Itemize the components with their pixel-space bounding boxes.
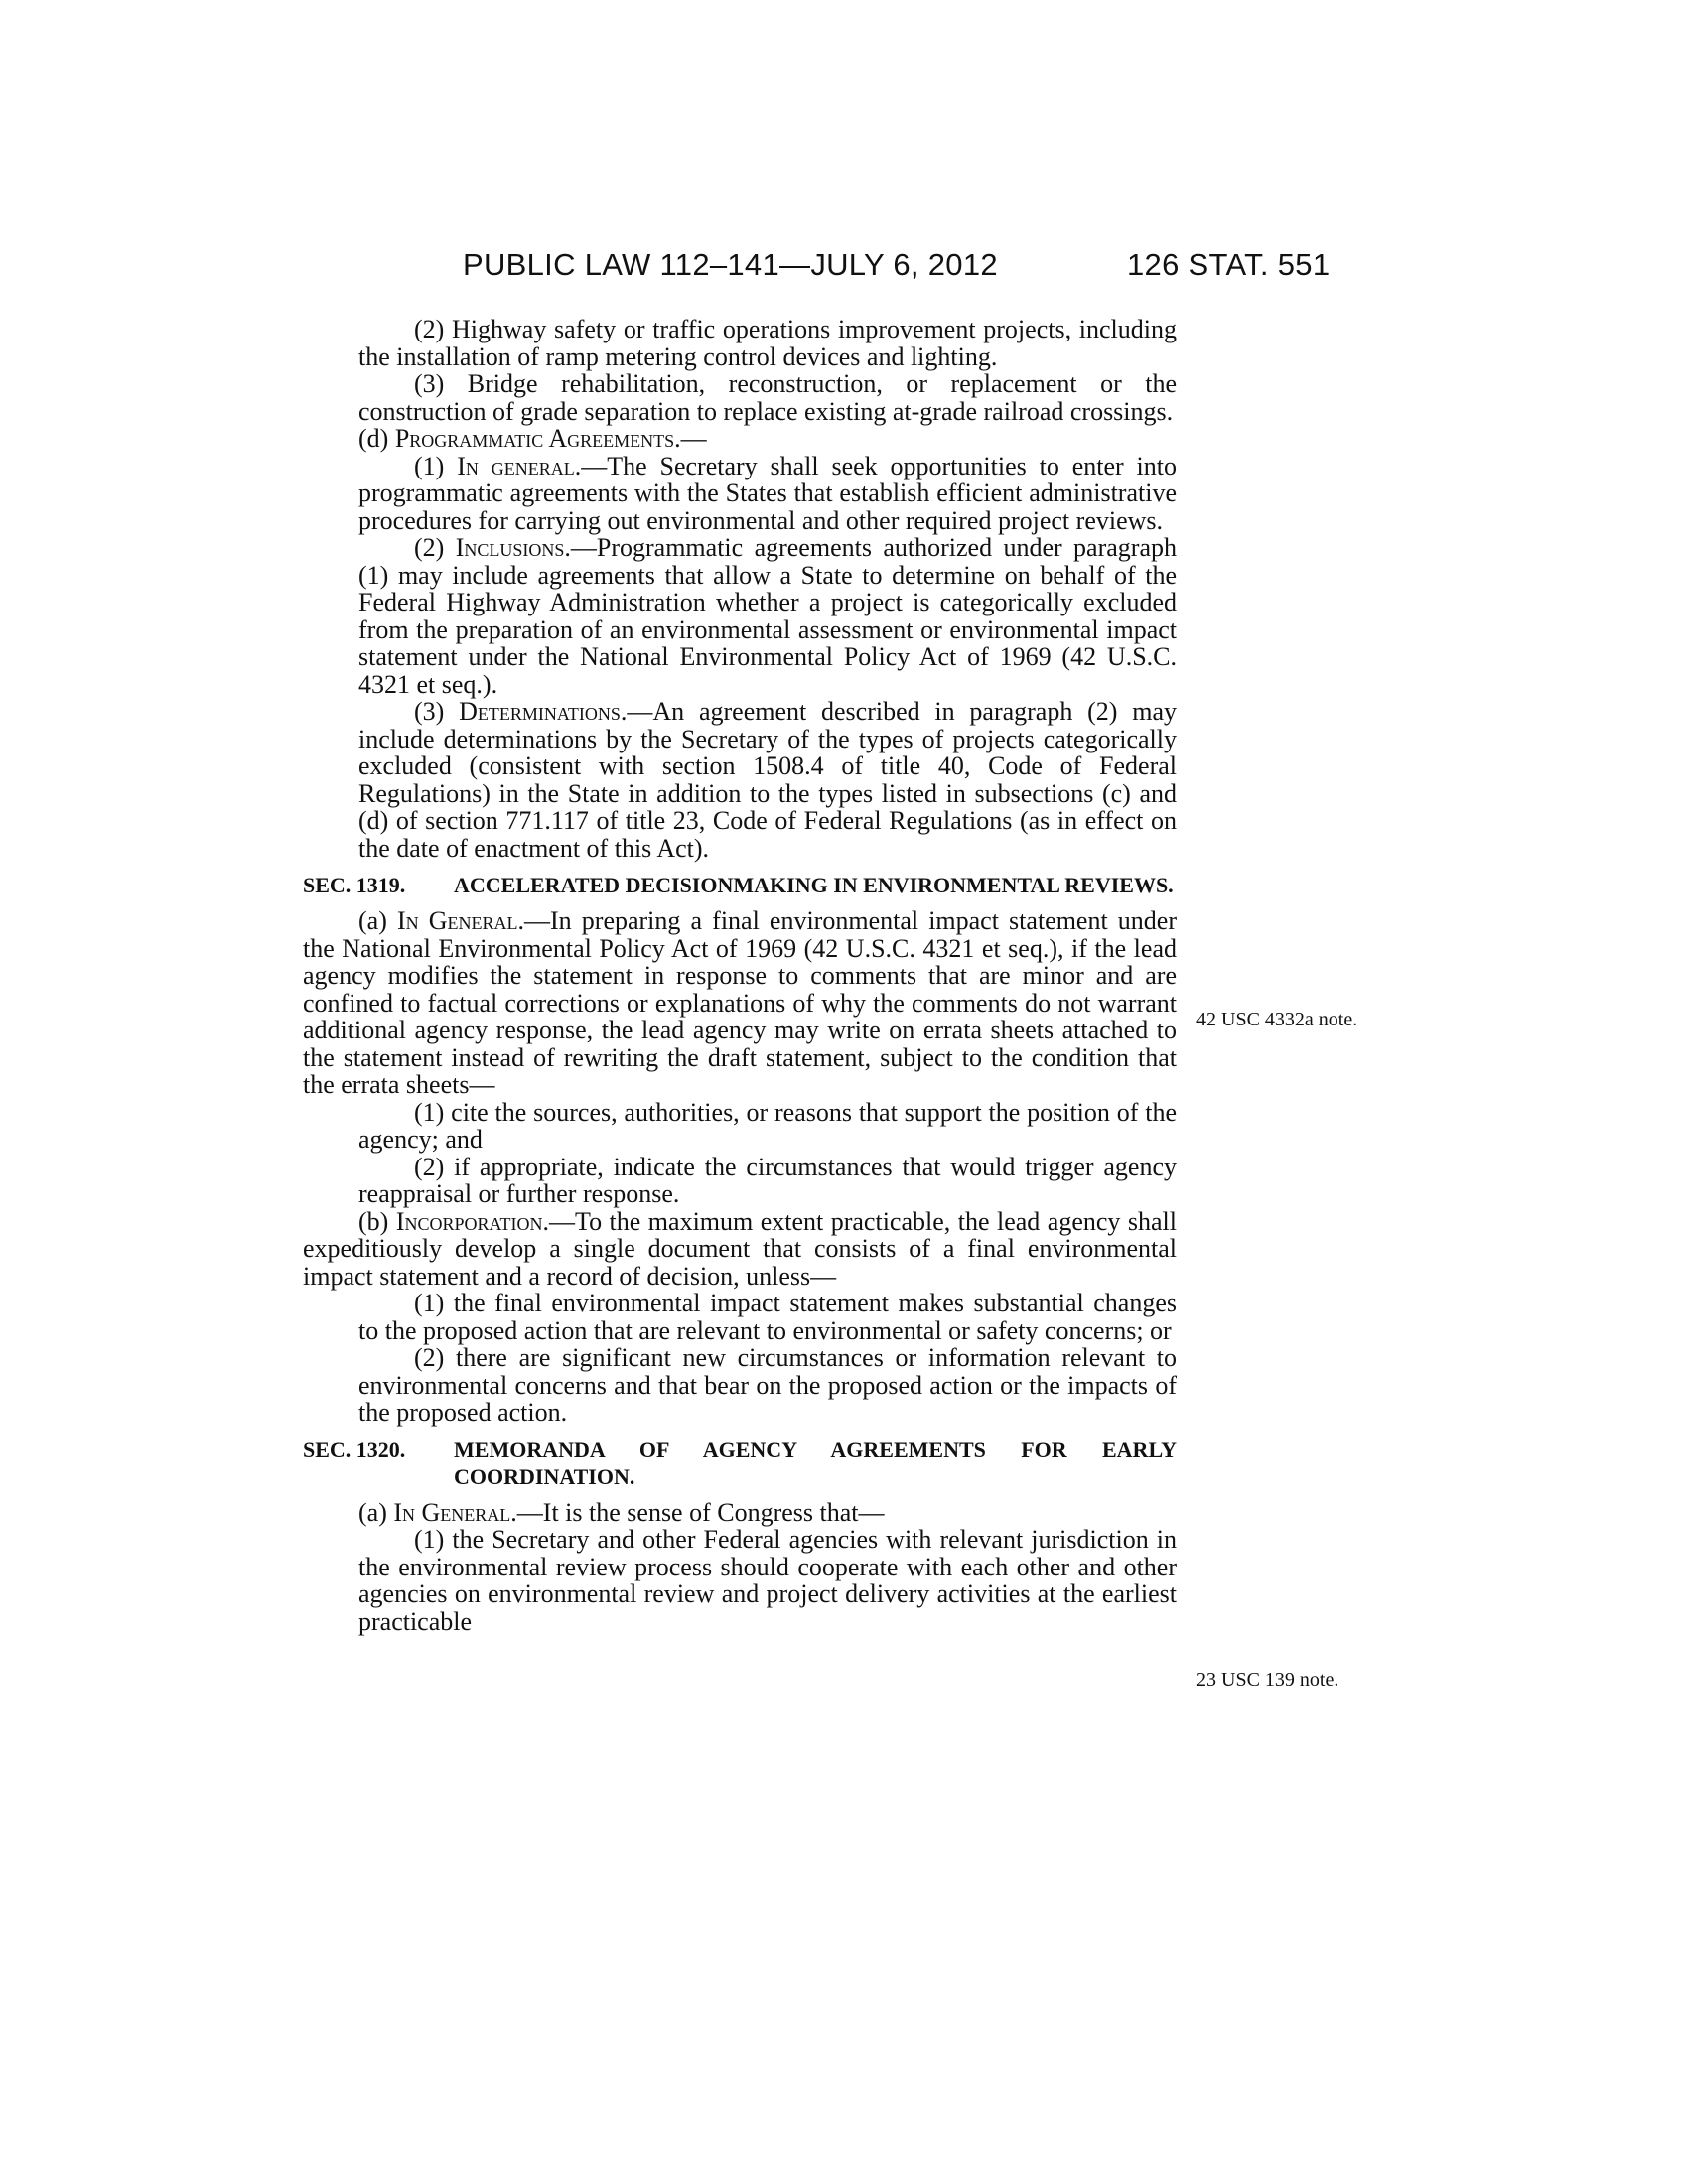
subsection-label: (b) (358, 1206, 396, 1236)
margin-note-1319: 42 USC 4332a note. (1196, 1009, 1358, 1030)
section-title: MEMORANDA OF AGENCY AGREEMENTS FOR EARLY COORDINATION. (454, 1436, 1177, 1489)
subsection-text: .—To the maximum extent practicable, the lead agency shall expeditiously develop a single document that consists of a final environmental impact statement and a record of decision, unless— (303, 1206, 1177, 1291)
section-1319-a2: (2) if appropriate, indicate the circumstances that would trigger agency reappraisal or further response. (358, 1152, 1177, 1208)
subsection-d-heading (303, 425, 1177, 453)
subsection-heading: In General (393, 1497, 511, 1527)
margin-note-1320: 23 USC 139 note. (1196, 1669, 1339, 1691)
section-1319-b2: (2) there are significant new circumstances or information relevant to environmental concerns and that bear on the proposed action or the impacts of the proposed action. (358, 1343, 1177, 1427)
subsection-dash: .— (674, 424, 707, 453)
paragraph-text: .—Programmatic agreements authorized under paragraph (1) may include agreements that allow a State to determine on behalf of the Federal Highway Administration whether a project is categorically excluded from the preparation of an environmental assessment or environmental impact statement under the National Environmental Policy Act of 1969 (42 U.S.C. 4321 et seq.). (358, 533, 1177, 699)
section-number: SEC. 1319. (303, 873, 406, 897)
page-citation: 126 STAT. 551 (1127, 247, 1331, 282)
subsection-label: (a) (358, 1497, 394, 1527)
paragraph-d2 (303, 534, 1177, 698)
paragraph-c3: (3) Bridge rehabilitation, reconstruction, or replacement or the construction of grade separation to replace existing at-grade railroad crossings. (358, 369, 1177, 426)
subsection-text: .—In preparing a final environmental impact statement under the National Environmental Policy Act of 1969 (42 U.S.C. 4321 et seq.), if the lead agency modifies the statement in response to comments that are minor and are confined to factual corrections or explanations of why the comments do not warrant additional agency response, the lead agency may write on errata sheets attached to the statement instead of rewriting the draft statement, subject to the condition that the errata sheets— (303, 906, 1177, 1099)
document-body (303, 316, 1177, 1635)
paragraph-text: .—The Secretary shall seek opportunities to enter into programmatic agreements with the States that establish efficient administrative procedures for carrying out environmental and other required project reviews. (358, 451, 1177, 535)
section-1320-a (303, 1499, 1177, 1527)
section-1320-heading (303, 1436, 1177, 1490)
section-1319-a1: (1) cite the sources, authorities, or reasons that support the position of the agency; and (358, 1097, 1177, 1154)
paragraph-heading: Determinations (459, 697, 621, 726)
paragraph-text: .—An agreement described in paragraph (2) may include determinations by the Secretary of the types of projects categorically excluded (consistent with section 1508.4 of title 40, Code of Federal Regulations) in the State in addition to the types listed in subsections (c) and (d) of section 771.117 of title 23, Code of Federal Regulations (as in effect on the date of enactment of this Act). (358, 697, 1177, 863)
paragraph-d3 (303, 698, 1177, 862)
subsection-heading: Programmatic Agreements (394, 424, 675, 453)
paragraph-heading: Inclusions (455, 533, 565, 562)
paragraph-label: (1) (414, 451, 458, 480)
section-number: SEC. 1320. (303, 1436, 406, 1462)
subsection-label: (d) (358, 424, 395, 453)
subsection-text: .—It is the sense of Congress that— (510, 1497, 885, 1527)
paragraph-label: (2) (414, 533, 456, 562)
subsection-heading: In General (396, 906, 518, 935)
section-title: ACCELERATED DECISIONMAKING IN ENVIRONMENTAL REVIEWS. (454, 873, 1174, 897)
section-1319-b (303, 1208, 1177, 1291)
section-1319-heading (303, 872, 1177, 898)
subsection-label: (a) (358, 906, 397, 935)
paragraph-heading: In general (457, 451, 575, 480)
paragraph-label: (3) (414, 697, 460, 726)
section-1319-a (303, 907, 1177, 1099)
subsection-heading: Incorporation (395, 1206, 543, 1236)
section-1319-b1: (1) the final environmental impact statement makes substantial changes to the proposed action that are relevant to environmental or safety concerns; or (358, 1289, 1177, 1345)
paragraph-c2: (2) Highway safety or traffic operations improvement projects, including the installation of ramp metering control devices and lighting. (358, 315, 1177, 371)
section-1320-a1: (1) the Secretary and other Federal agencies with relevant jurisdiction in the environmental review process should cooperate with each other and other agencies on environmental review and project delivery activities at the earliest practicable (358, 1525, 1177, 1636)
running-header: PUBLIC LAW 112–141—JULY 6, 2012 (463, 247, 998, 282)
paragraph-d1 (303, 453, 1177, 535)
